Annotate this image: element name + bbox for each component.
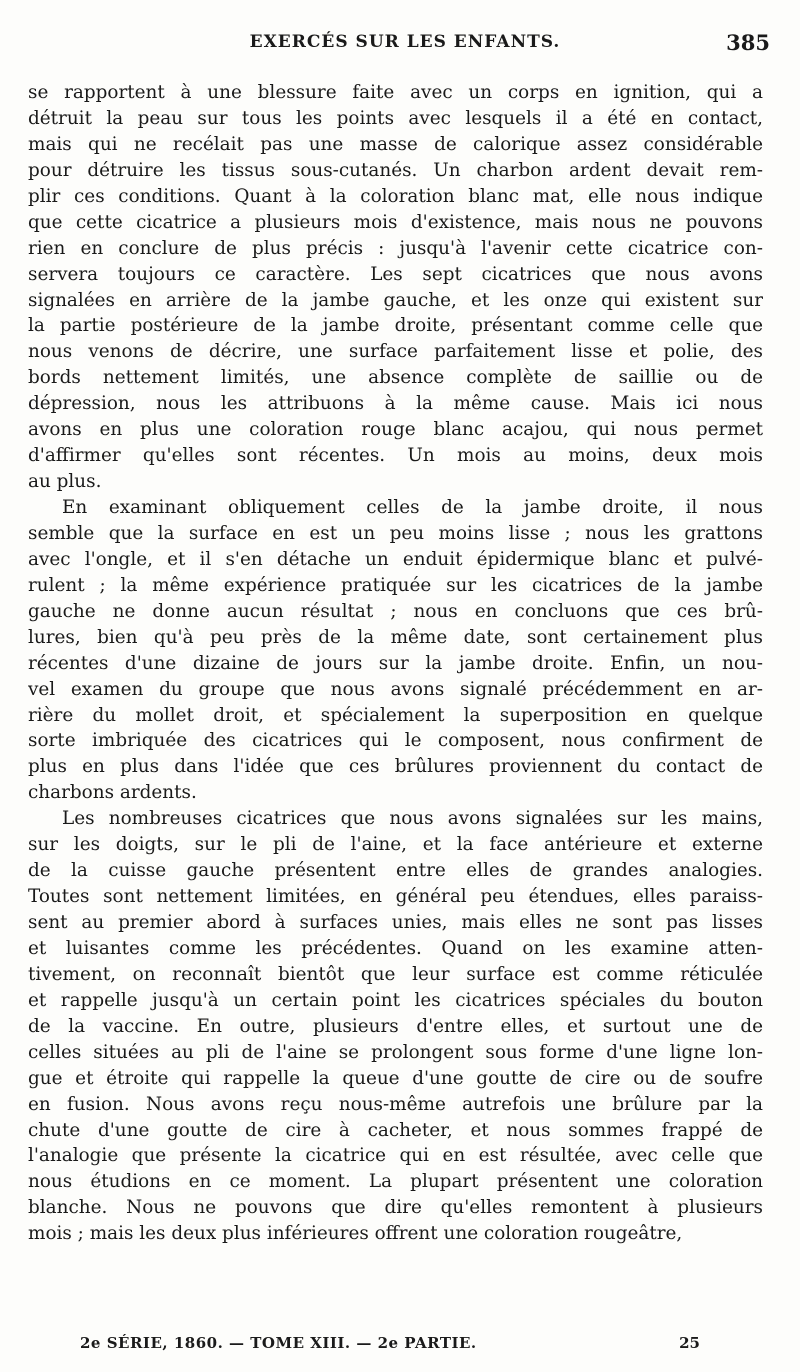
text-line: sur les doigts, sur le pli de l'aine, et la face antérieure et externe <box>28 834 763 856</box>
text-line: nous venons de décrire, une surface parfaitement lisse et polie, des <box>28 341 763 363</box>
text-line: rien en conclure de plus précis : jusqu'à l'avenir cette cicatrice con- <box>28 237 763 259</box>
text-line: plir ces conditions. Quant à la coloration blanc mat, elle nous indique <box>28 185 763 207</box>
text-line: dépression, nous les attribuons à la même cause. Mais ici nous <box>28 393 763 415</box>
text-line: gauche ne donne aucun résultat ; nous en concluons que ces brû- <box>28 600 763 622</box>
text-line: Les nombreuses cicatrices que nous avons signalées sur les mains, <box>62 808 763 830</box>
text-line: plus en plus dans l'idée que ces brûlures proviennent du contact de <box>28 756 763 778</box>
text-line: avec l'ongle, et il s'en détache un enduit épidermique blanc et pulvé- <box>28 548 763 570</box>
text-line: Toutes sont nettement limitées, en général peu étendues, elles paraiss- <box>28 886 763 908</box>
text-line: servera toujours ce caractère. Les sept cicatrices que nous avons <box>28 263 763 285</box>
text-line: bords nettement limités, une absence complète de saillie ou de <box>28 367 763 389</box>
paragraph <box>28 806 763 1247</box>
footer-series-info: 2e SÉRIE, 1860. — TOME XIII. — 2e PARTIE. <box>80 1334 477 1352</box>
page-number: 385 <box>726 30 770 55</box>
text-line: avons en plus une coloration rouge blanc acajou, qui nous permet <box>28 419 763 441</box>
text-line: tivement, on reconnaît bientôt que leur surface est comme réticulée <box>28 963 763 985</box>
text-line: sorte imbriquée des cicatrices qui le composent, nous confirment de <box>28 730 763 752</box>
text-line: détruit la peau sur tous les points avec lesquels il a été en contact, <box>28 107 763 129</box>
text-line: mais qui ne recélait pas une masse de calorique assez considérable <box>28 133 763 155</box>
text-line: de la vaccine. En outre, plusieurs d'entre elles, et surtout une de <box>28 1015 763 1037</box>
text-line: et rappelle jusqu'à un certain point les cicatrices spéciales du bouton <box>28 989 763 1011</box>
text-line: en fusion. Nous avons reçu nous-même autrefois une brûlure par la <box>28 1093 763 1115</box>
text-line: rulent ; la même expérience pratiquée sur les cicatrices de la jambe <box>28 574 763 596</box>
page-footer <box>80 1334 700 1362</box>
text-line: sent au premier abord à surfaces unies, mais elles ne sont pas lisses <box>28 912 763 933</box>
text-line: de la cuisse gauche présentent entre elles de grandes analogies. <box>28 860 763 882</box>
text-line: mois ; mais les deux plus inférieures offrent une coloration rougeâtre, <box>28 1223 683 1245</box>
text-line: En examinant obliquement celles de la jambe droite, il nous <box>62 497 763 518</box>
text-line: rière du mollet droit, et spécialement la superposition en quelque <box>28 704 763 726</box>
text-line: se rapportent à une blessure faite avec un corps en ignition, qui a <box>28 82 763 103</box>
text-line: l'analogie que présente la cicatrice qui en est résultée, avec celle que <box>28 1145 763 1167</box>
body-text <box>28 80 763 1247</box>
paragraph <box>28 495 763 806</box>
text-line: signalées en arrière de la jambe gauche, et les onze qui existent sur <box>28 289 763 311</box>
text-line: celles situées au pli de l'aine se prolongent sous forme d'une ligne lon- <box>28 1041 763 1063</box>
text-line: charbons ardents. <box>28 782 197 804</box>
text-line: gue et étroite qui rappelle la queue d'une goutte de cire ou de soufre <box>28 1067 763 1089</box>
text-line: semble que la surface en est un peu moins lisse ; nous les grattons <box>28 522 763 544</box>
text-line: d'affirmer qu'elles sont récentes. Un mois au moins, deux mois <box>28 445 763 467</box>
text-line: blanche. Nous ne pouvons que dire qu'elles remontent à plusieurs <box>28 1197 763 1219</box>
text-line: et luisantes comme les précédentes. Quand on les examine atten- <box>28 937 763 959</box>
running-title: EXERCÉS SUR LES ENFANTS. <box>249 32 561 52</box>
text-line: au plus. <box>28 471 102 493</box>
footer-signature-mark: 25 <box>679 1334 700 1352</box>
text-line: pour détruire les tissus sous-cutanés. Un charbon ardent devait rem- <box>28 159 763 181</box>
paragraph <box>28 80 763 495</box>
text-line: que cette cicatrice a plusieurs mois d'existence, mais nous ne pouvons <box>28 211 763 233</box>
text-line: chute d'une goutte de cire à cacheter, et nous sommes frappé de <box>28 1119 763 1141</box>
text-line: nous étudions en ce moment. La plupart présentent une coloration <box>28 1171 763 1193</box>
text-line: la partie postérieure de la jambe droite, présentant comme celle que <box>28 315 763 337</box>
running-head <box>40 28 770 64</box>
text-line: lures, bien qu'à peu près de la même date, sont certainement plus <box>28 626 763 648</box>
text-line: vel examen du groupe que nous avons signalé précédemment en ar- <box>28 678 763 700</box>
text-line: récentes d'une dizaine de jours sur la jambe droite. Enfin, un nou- <box>28 652 763 674</box>
